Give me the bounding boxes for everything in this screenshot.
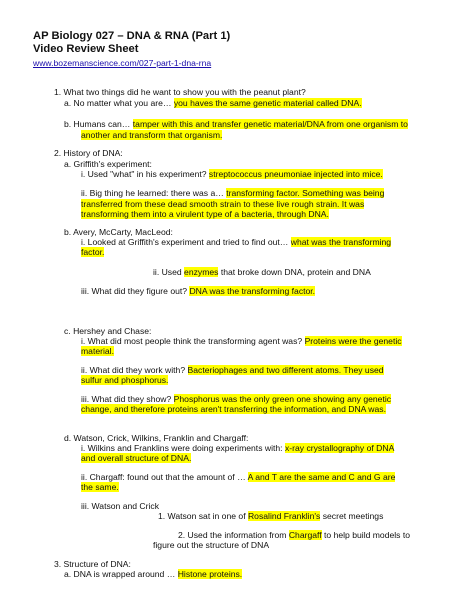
q1-b-answer-line2: another and transform that organism. xyxy=(81,130,223,140)
q2a-ii xyxy=(81,188,384,198)
q2c-iii-answer-line1: Phosphorus was the only green one showing any genetic xyxy=(173,394,392,404)
q2a-label: a. Griffith's experiment: xyxy=(64,159,152,169)
q2b-ii-prefix: ii. Used xyxy=(153,267,182,277)
q1-a-answer: you haves the same genetic material called DNA. xyxy=(173,98,362,108)
q2a-ii-cont2 xyxy=(81,209,329,219)
q2c-i-label: i. What did most people think the transforming agent was? xyxy=(81,336,303,346)
q2d-iii-1 xyxy=(158,511,383,521)
q2d-iii-1-highlight: Rosalind Franklin's xyxy=(247,511,321,521)
q2b-i-answer-line1: what was the transforming xyxy=(290,237,392,247)
q2d-i-label: i. Wilkins and Franklins were doing experiments with: xyxy=(81,443,283,453)
q2b-i-cont xyxy=(81,247,104,257)
q1-b-answer-line1: tamper with this and transfer genetic material/DNA from one organism to xyxy=(132,119,408,129)
q2b-i-label: i. Looked at Griffith's experiment and tried to find out… xyxy=(81,237,289,247)
q2c-i xyxy=(81,336,402,346)
q2a-i xyxy=(81,169,383,179)
q2d-iii-2-prefix: 2. Used the information from xyxy=(178,530,287,540)
q2d-iii-2-highlight: Chargaff xyxy=(288,530,322,540)
q2c-i-cont xyxy=(81,346,114,356)
q2d-iii-2-suffix: to help build models to xyxy=(324,530,411,540)
q2c-label: c. Hershey and Chase: xyxy=(64,326,152,336)
q2d-iii-2-cont: figure out the structure of DNA xyxy=(153,540,270,550)
q1-b-label: b. Humans can… xyxy=(64,119,131,129)
q2d-iii-1-suffix: secret meetings xyxy=(322,511,384,521)
q2b-ii-highlight: enzymes xyxy=(184,267,219,277)
q2c-ii-label: ii. What did they work with? xyxy=(81,365,186,375)
q2c-ii-cont xyxy=(81,375,168,385)
q3-a-answer: Histone proteins. xyxy=(177,569,243,579)
q2c-i-answer-line2: material. xyxy=(81,346,114,356)
q2b-i xyxy=(81,237,391,247)
q2d-i-cont xyxy=(81,453,191,463)
q2d-iii-1-prefix: 1. Watson sat in one of xyxy=(158,511,246,521)
q3-a-label: a. DNA is wrapped around … xyxy=(64,569,176,579)
q2a-ii-answer-line3: transforming them into a virulent type of a bacteria, through DNA. xyxy=(81,209,329,219)
q2b-iii-answer: DNA was the transforming factor. xyxy=(189,286,316,296)
q2d-ii xyxy=(81,472,395,482)
q2d-iii: iii. Watson and Crick xyxy=(81,501,160,511)
q2c-iii-cont xyxy=(81,404,386,414)
q1-b-cont xyxy=(81,130,222,140)
question-1: 1. What two things did he want to show you with the peanut plant? xyxy=(54,87,306,97)
q2d-ii-answer-line1: A and T are the same and C and G are xyxy=(247,472,396,482)
q2a-i-label: i. Used "what" in his experiment? xyxy=(81,169,207,179)
page-subtitle: Video Review Sheet xyxy=(33,43,139,55)
q2b-ii xyxy=(153,267,371,277)
video-link[interactable]: www.bozemanscience.com/027-part-1-dna-rna xyxy=(33,58,212,68)
page-title: AP Biology 027 – DNA & RNA (Part 1) xyxy=(33,30,231,42)
q2d-label: d. Watson, Crick, Wilkins, Franklin and Chargaff: xyxy=(64,433,249,443)
q2d-ii-label: ii. Chargaff: found out that the amount of … xyxy=(81,472,246,482)
q1-a-label: a. No matter what you are… xyxy=(64,98,172,108)
q2b-iii xyxy=(81,286,315,296)
question-3: 3. Structure of DNA: xyxy=(54,559,131,569)
q2c-ii xyxy=(81,365,384,375)
q2d-ii-cont xyxy=(81,482,119,492)
q2b-label: b. Avery, McCarty, MacLeod: xyxy=(64,227,173,237)
q2d-i-answer-line1: x-ray crystallography of DNA xyxy=(284,443,395,453)
q2b-iii-label: iii. What did they figure out? xyxy=(81,286,188,296)
q2d-iii-2 xyxy=(178,530,410,540)
question-2: 2. History of DNA: xyxy=(54,148,123,158)
q2d-ii-answer-line2: the same. xyxy=(81,482,119,492)
q1-b xyxy=(64,119,408,129)
q2c-ii-answer-line1: Bacteriophages and two different atoms. They used xyxy=(187,365,384,375)
q3-a xyxy=(64,569,242,579)
q1-a xyxy=(64,98,362,108)
q2c-i-answer-line1: Proteins were the genetic xyxy=(304,336,402,346)
q2a-ii-cont1 xyxy=(81,199,364,209)
q2c-iii xyxy=(81,394,391,404)
q2d-i xyxy=(81,443,394,453)
q2a-i-answer: streptococcus pneumoniae injected into mice. xyxy=(208,169,383,179)
q2b-i-answer-line2: factor. xyxy=(81,247,105,257)
q2a-ii-label: ii. Big thing he learned: there was a… xyxy=(81,188,224,198)
q2a-ii-answer-line2: transferred from these dead smooth strain to these live rough strain. It was xyxy=(81,199,365,209)
q2c-iii-answer-line2: change, and therefore proteins aren't transferring the information, and DNA was. xyxy=(81,404,386,414)
q2b-ii-suffix: that broke down DNA, protein and DNA xyxy=(220,267,371,277)
q2a-ii-answer-line1: transforming factor. Something was being xyxy=(226,188,385,198)
q2c-iii-label: iii. What did they show? xyxy=(81,394,172,404)
q2c-ii-answer-line2: sulfur and phosphorus. xyxy=(81,375,169,385)
q2d-i-answer-line2: and overall structure of DNA. xyxy=(81,453,192,463)
